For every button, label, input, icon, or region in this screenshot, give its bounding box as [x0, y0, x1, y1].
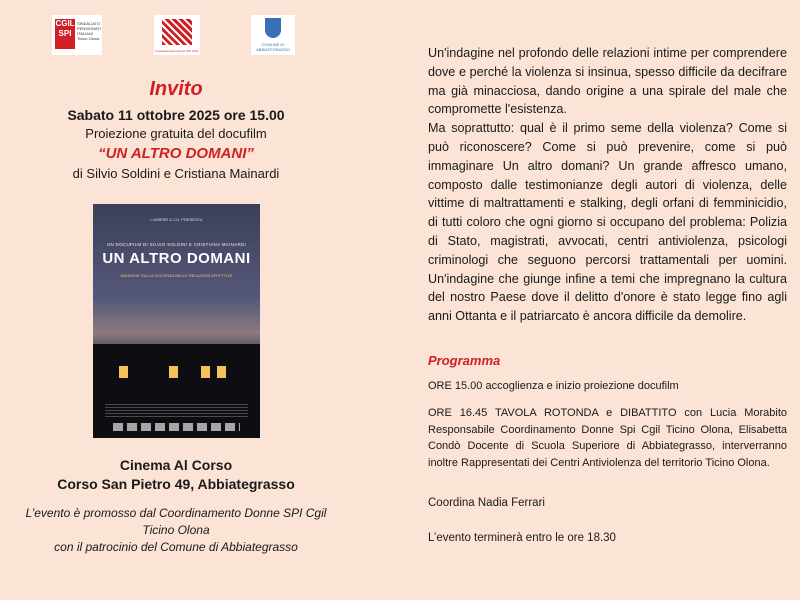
event-end-line: L’evento terminerà entro le ore 18.30 — [428, 532, 616, 544]
programma-item: ORE 15.00 accoglienza e inizio proiezione docufilm — [428, 380, 679, 392]
promo-line: L’evento è promosso dal Coordinamento Donne SPI Cgil — [25, 506, 327, 520]
poster-presenter: LUMIERE & CO. PRESENTA — [150, 217, 203, 222]
invito-heading: Invito — [149, 78, 203, 100]
poster-window — [217, 366, 226, 378]
comune-abbiategrasso-logo — [251, 15, 295, 55]
venue-address: Corso San Pietro 49, Abbiategrasso — [57, 476, 295, 492]
poster-sponsor-logos — [113, 423, 240, 431]
crest-icon — [265, 18, 281, 38]
coordinator-line: Coordina Nadia Ferrari — [428, 497, 545, 509]
projection-label: Proiezione gratuita del docufilm — [85, 126, 267, 141]
film-title: “UN ALTRO DOMANI” — [98, 145, 254, 162]
poster-window — [169, 366, 178, 378]
film-poster — [93, 204, 260, 438]
venue-name: Cinema Al Corso — [119, 457, 233, 473]
promo-line: con il patrocinio del Comune di Abbiategrasso — [54, 540, 298, 554]
event-date: Sabato 11 ottobre 2025 ore 15.00 — [67, 107, 285, 123]
coordinamento-logo-text: Coordinamento Donne SPI CGIL — [155, 49, 199, 53]
poster-window — [119, 366, 128, 378]
programma-item: ORE 16.45 TAVOLA ROTONDA e DIBATTITO con Lucia Morabito Responsabile Coordinamento Donne Spi Cgil Ticino Olona, Elisabetta Condò Docente di Scuola Superiore di Abbiategrasso, interverranno inoltre Rappresentati dei Centri Antiviolenza del territorio Ticino Olona. — [428, 407, 787, 469]
programma-heading: Programma — [428, 353, 501, 368]
poster-credit-line: UN DOCUFILM DI SILVIO SOLDINI E CRISTIANA MAINARDI — [106, 242, 247, 247]
promo-text — [0, 505, 352, 556]
cgil-spi-logo-text: SINDACATO PENSIONATI ITALIANI Ticino Olona — [77, 21, 101, 41]
poster-subtitle: INDAGINE SULLA VIOLENZA NELLE RELAZIONI AFFETTIVE — [120, 273, 233, 278]
promo-line: Ticino Olona — [142, 523, 210, 537]
cgil-spi-mark: CGIL SPI — [55, 19, 75, 49]
description-paragraph: Un'indagine nel profondo delle relazioni intime per comprendere dove e perché la violenza si insinua, spesso difficile da decifrare ma già minacciosa, dando origine a una spirale del male che compromette l'esistenza. — [428, 46, 787, 117]
poster-credits-block — [105, 404, 248, 418]
film-description — [428, 44, 787, 326]
poster-window — [201, 366, 210, 378]
logos-row — [48, 15, 308, 57]
coordinamento-donne-logo — [154, 15, 200, 55]
comune-logo-text: COMUNE DI ABBIATEGRASSO — [256, 42, 290, 52]
description-paragraph: Ma soprattutto: qual è il primo seme della violenza? Come si può riconoscere? Come si può prevenire, come si può immaginare Un altro domani? Un grande affresco umano, composto dalle testimonianze degli autori di violenza, delle vittime di maltrattamenti e stalking, degli orfani di femminicidio, di tutti coloro che ogni giorno si occupano del problema: Polizia di Stato, magistrati, avvocati, centri antiviolenza, psicologi criminologi che seguono percorsi trattamentali per uomini. Un'indagine che giunge infine a temi che impregnano la cultura del nostro Paese dove il delitto d'onore è stato legge fino agli anni Ottanta e il patriarcato è ancora difficile da demolire. — [428, 121, 787, 324]
coordinamento-mark-icon — [162, 19, 192, 45]
cgil-spi-logo — [52, 15, 102, 55]
poster-title: UN ALTRO DOMANI — [102, 250, 251, 267]
film-directors: di Silvio Soldini e Cristiana Mainardi — [72, 166, 280, 181]
